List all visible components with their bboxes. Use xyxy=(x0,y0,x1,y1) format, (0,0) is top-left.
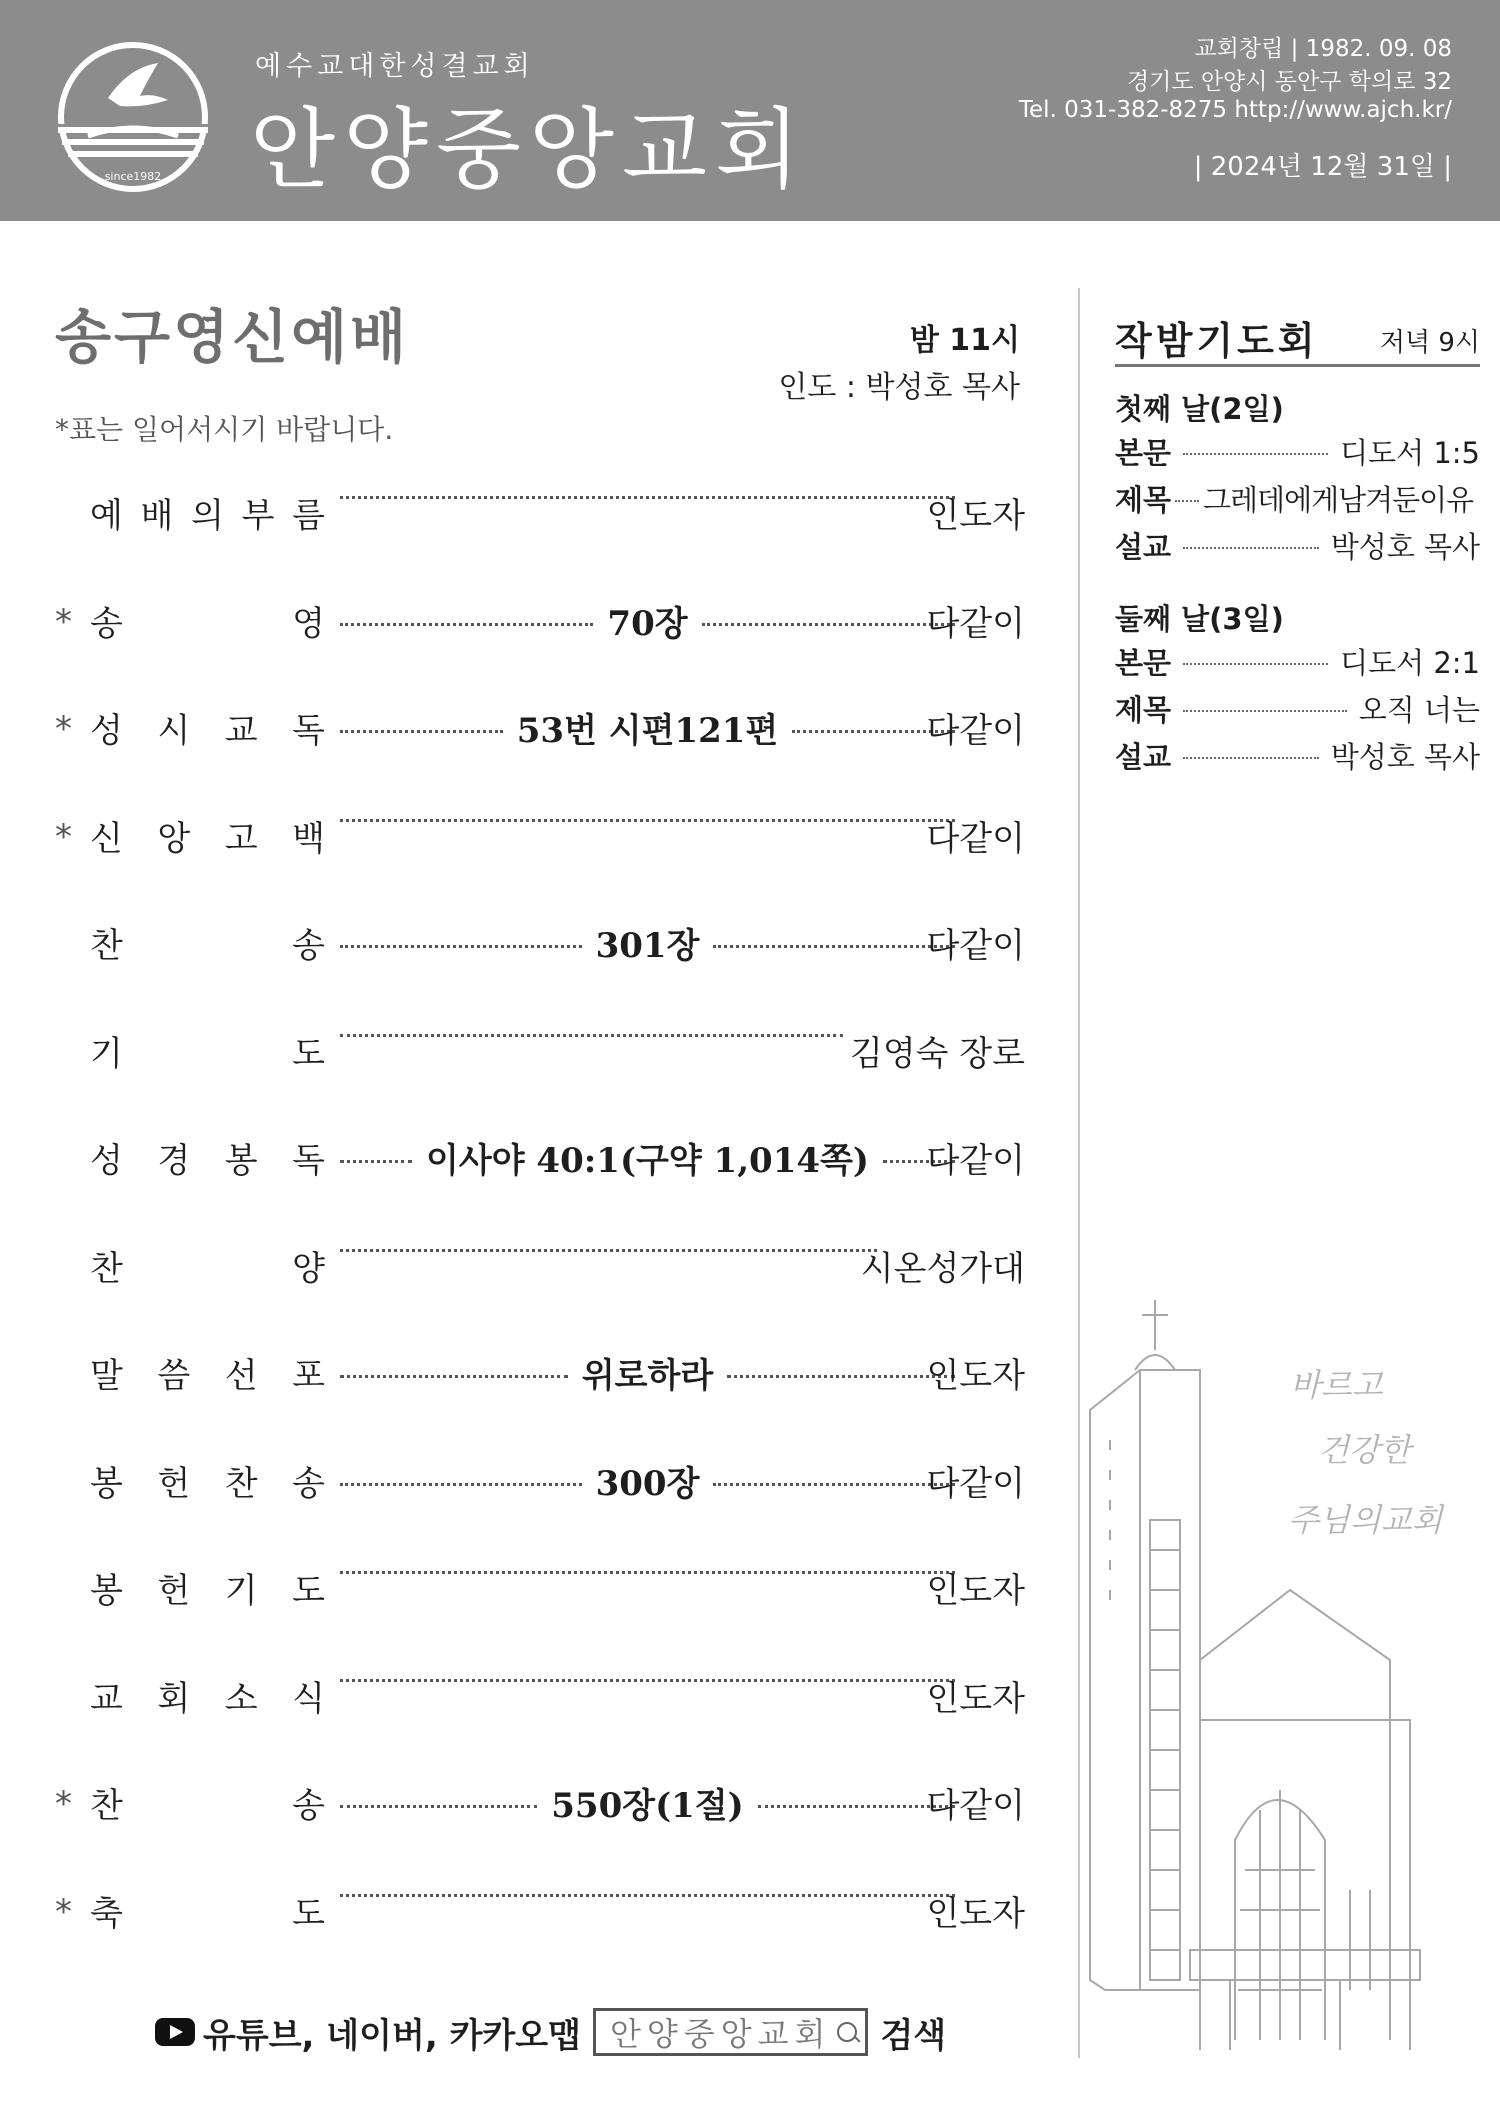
dotted-leader xyxy=(758,1805,955,1808)
dotted-leader xyxy=(340,1679,955,1682)
order-item-name xyxy=(90,1241,325,1290)
order-item-char: 고 xyxy=(224,818,258,859)
prayer-meeting-title: 작밤기도회 xyxy=(1115,319,1319,363)
dotted-leader xyxy=(713,945,955,948)
dotted-leader xyxy=(340,1805,537,1808)
dotted-leader xyxy=(340,496,955,499)
prayer-row-value: 그레데에게남겨둔이유 xyxy=(1203,482,1474,517)
order-item-char: 교 xyxy=(224,711,258,751)
dotted-leader xyxy=(1183,663,1328,665)
church-contact[interactable]: Tel. 031-382-8275 http://www.ajch.kr/ xyxy=(1018,97,1452,123)
order-item-detail: 위로하라 xyxy=(581,1356,714,1396)
order-item-char: 송 xyxy=(292,926,325,966)
order-item-name xyxy=(90,918,325,967)
order-item-char: 송 xyxy=(292,1463,325,1504)
church-name: 안양중앙교회 xyxy=(250,98,809,201)
order-item-char: 송 xyxy=(292,1786,325,1826)
order-item-char: 찬 xyxy=(224,1463,258,1504)
dotted-leader xyxy=(340,1375,568,1378)
dotted-leader xyxy=(1175,500,1199,502)
order-row xyxy=(55,1563,1025,1623)
order-item-char: 독 xyxy=(292,711,325,751)
bulletin-date: | 2024년 12월 31일 | xyxy=(1193,152,1452,182)
church-building-illustration xyxy=(1080,1290,1500,2070)
order-row xyxy=(55,1886,1025,1946)
order-item-participant: 다같이 xyxy=(926,1786,1025,1826)
order-item-char: 도 xyxy=(292,1571,325,1611)
dotted-leader xyxy=(340,1160,412,1163)
prayer-row-key: 제목 xyxy=(1115,482,1172,517)
order-leader-line xyxy=(340,596,955,645)
order-item-name xyxy=(90,811,325,860)
youtube-icon xyxy=(155,2018,195,2046)
order-item-char: 봉 xyxy=(90,1463,123,1504)
dotted-leader xyxy=(1183,710,1347,712)
order-item-detail: 이사야 40:1(구약 1,014쪽) xyxy=(426,1141,869,1181)
order-leader-line xyxy=(340,1886,955,1897)
dotted-leader xyxy=(702,623,955,626)
standing-note: *표는 일어서시기 바랍니다. xyxy=(55,413,394,446)
church-address: 경기도 안양시 동안구 학의로 32 xyxy=(1126,69,1452,95)
order-item-char: 소 xyxy=(224,1678,258,1719)
order-row xyxy=(55,1456,1025,1516)
prayer-row-key: 본문 xyxy=(1115,645,1172,680)
order-item-participant: 다같이 xyxy=(926,711,1025,751)
order-item-char: 식 xyxy=(292,1678,325,1719)
standing-mark: * xyxy=(55,1784,72,1824)
order-leader-line xyxy=(340,1026,843,1037)
prayer-day-heading: 둘째 날(3일) xyxy=(1115,602,1284,636)
order-item-name xyxy=(90,1563,325,1612)
dotted-leader xyxy=(727,1375,955,1378)
order-item-participant: 다같이 xyxy=(926,818,1025,859)
prayer-day-row xyxy=(1115,641,1480,681)
church-logo-icon xyxy=(48,38,218,196)
order-item-char: 송 xyxy=(90,603,123,644)
logo-since: since1982 xyxy=(104,170,162,183)
standing-mark: * xyxy=(55,709,72,749)
service-leader: 인도 : 박성호 목사 xyxy=(778,370,1020,405)
order-item-char: 앙 xyxy=(157,818,191,859)
prayer-row-key: 본문 xyxy=(1115,435,1172,470)
order-item-char: 신 xyxy=(90,818,123,859)
order-leader-line xyxy=(340,1456,955,1505)
order-row xyxy=(55,1348,1025,1408)
order-item-char: 도 xyxy=(292,1893,325,1934)
dotted-leader xyxy=(340,1249,877,1252)
order-item-char: 름 xyxy=(292,496,325,536)
order-item-char: 헌 xyxy=(157,1463,191,1504)
order-item-char: 백 xyxy=(292,818,325,859)
order-leader-line xyxy=(340,703,955,752)
order-item-char: 찬 xyxy=(90,926,123,966)
order-item-char: 헌 xyxy=(157,1571,191,1611)
denomination: 예수교대한성결교회 xyxy=(255,51,535,82)
header-banner xyxy=(0,0,1500,221)
standing-mark: * xyxy=(55,601,72,642)
order-item-name xyxy=(90,1456,325,1505)
prayer-row-key: 설교 xyxy=(1115,529,1172,564)
order-item-char: 도 xyxy=(292,1033,325,1074)
dotted-leader xyxy=(340,1483,582,1486)
prayer-row-key: 제목 xyxy=(1115,692,1172,727)
dotted-leader xyxy=(1183,757,1319,759)
order-item-name xyxy=(90,1671,325,1720)
standing-mark: * xyxy=(55,1891,72,1932)
order-item-name xyxy=(90,1778,325,1827)
order-item-char: 회 xyxy=(157,1678,191,1719)
order-item-char: 봉 xyxy=(90,1571,123,1611)
order-row xyxy=(55,811,1025,871)
order-leader-line xyxy=(340,918,955,967)
order-leader-line xyxy=(340,1348,955,1397)
order-item-participant: 김영숙 장로 xyxy=(849,1033,1025,1074)
order-item-participant: 인도자 xyxy=(926,496,1025,536)
order-item-char: 시 xyxy=(157,711,191,751)
order-item-detail: 301장 xyxy=(595,926,700,966)
dotted-leader xyxy=(340,1034,843,1037)
order-item-char: 성 xyxy=(90,1141,123,1181)
motto-line-1: 바르고 xyxy=(1290,1366,1383,1404)
order-item-char: 봉 xyxy=(224,1141,258,1181)
dotted-leader xyxy=(340,819,955,822)
order-row xyxy=(55,1241,1025,1301)
order-item-char: 씀 xyxy=(157,1356,191,1396)
prayer-day-row xyxy=(1115,688,1480,728)
order-item-char: 기 xyxy=(224,1571,258,1611)
platform-list: 유튜브, 네이버, 카카오맵 xyxy=(203,2015,581,2056)
order-item-participant: 인도자 xyxy=(926,1893,1025,1934)
order-item-participant: 다같이 xyxy=(926,926,1025,966)
order-item-char: 찬 xyxy=(90,1248,123,1289)
order-item-char: 포 xyxy=(292,1356,325,1396)
order-item-char: 독 xyxy=(292,1141,325,1181)
order-item-participant: 인도자 xyxy=(926,1356,1025,1396)
order-item-char: 말 xyxy=(90,1356,123,1396)
standing-mark: * xyxy=(55,816,72,857)
order-item-name xyxy=(90,703,325,752)
prayer-day-row xyxy=(1115,478,1480,518)
prayer-meeting-time: 저녁 9시 xyxy=(1379,328,1480,358)
order-row xyxy=(55,918,1025,978)
order-item-name xyxy=(90,1133,325,1182)
motto-line-2: 건강한 xyxy=(1318,1431,1411,1469)
dotted-leader xyxy=(1183,453,1328,455)
order-item-name xyxy=(90,1026,325,1075)
order-row xyxy=(55,1778,1025,1838)
order-leader-line xyxy=(340,1563,955,1574)
order-item-participant: 다같이 xyxy=(926,603,1025,644)
dotted-leader xyxy=(340,1571,955,1574)
order-leader-line xyxy=(340,488,955,499)
order-item-char: 축 xyxy=(90,1893,123,1934)
order-item-detail: 550장(1절) xyxy=(551,1786,744,1826)
search-label: 검색 xyxy=(880,2015,947,2056)
order-row xyxy=(55,596,1025,656)
dotted-leader xyxy=(340,730,503,733)
prayer-row-value: 디도서 1:5 xyxy=(1340,435,1480,470)
service-time: 밤 11시 xyxy=(909,323,1020,358)
search-icon xyxy=(837,2022,857,2042)
order-item-char: 교 xyxy=(90,1678,123,1719)
order-item-char: 영 xyxy=(292,603,325,644)
dotted-leader xyxy=(340,945,582,948)
prayer-row-value: 박성호 목사 xyxy=(1330,529,1480,564)
dotted-leader xyxy=(340,1894,955,1897)
order-item-name xyxy=(90,1348,325,1397)
order-item-char: 배 xyxy=(140,496,174,536)
prayer-day-row xyxy=(1115,525,1480,565)
order-item-char: 성 xyxy=(90,711,123,751)
footer-search-guide xyxy=(155,2008,946,2056)
order-item-name xyxy=(90,1886,325,1935)
order-item-detail: 53번 시편121편 xyxy=(516,711,779,751)
dotted-leader xyxy=(1183,547,1319,549)
order-item-char: 찬 xyxy=(90,1786,123,1826)
order-item-char: 부 xyxy=(241,496,275,536)
order-item-char: 선 xyxy=(224,1356,258,1396)
order-row xyxy=(55,703,1025,763)
order-item-participant: 다같이 xyxy=(926,1463,1025,1504)
order-item-name xyxy=(90,488,325,537)
order-item-char: 예 xyxy=(90,496,123,536)
dotted-leader xyxy=(713,1483,955,1486)
service-title: 송구영신예배 xyxy=(55,303,410,371)
prayer-day-row xyxy=(1115,431,1480,471)
order-item-participant: 시온성가대 xyxy=(860,1248,1025,1289)
search-box[interactable] xyxy=(593,2008,868,2056)
order-item-participant: 다같이 xyxy=(926,1141,1025,1181)
prayer-row-value: 박성호 목사 xyxy=(1330,739,1480,774)
order-leader-line xyxy=(340,1671,955,1682)
prayer-day-heading: 첫째 날(2일) xyxy=(1115,392,1284,426)
dotted-leader xyxy=(340,623,593,626)
prayer-title-rule xyxy=(1115,364,1480,367)
prayer-row-key: 설교 xyxy=(1115,739,1172,774)
order-item-char: 경 xyxy=(157,1141,191,1181)
order-row xyxy=(55,1671,1025,1731)
order-leader-line xyxy=(340,1241,877,1252)
order-leader-line xyxy=(340,1778,955,1827)
order-item-detail: 300장 xyxy=(595,1463,700,1504)
prayer-row-value: 디도서 2:1 xyxy=(1340,645,1480,680)
order-item-detail: 70장 xyxy=(607,603,688,644)
order-row xyxy=(55,1026,1025,1086)
founded-date: 교회창립 | 1982. 09. 08 xyxy=(1194,36,1452,62)
order-item-char: 양 xyxy=(292,1248,325,1289)
order-item-char: 의 xyxy=(191,496,224,536)
order-item-char: 기 xyxy=(90,1033,123,1074)
order-item-participant: 인도자 xyxy=(926,1678,1025,1719)
prayer-row-value: 오직 너는 xyxy=(1358,692,1480,727)
search-box-text: 안양중앙교회 xyxy=(609,2015,832,2053)
order-item-name xyxy=(90,596,325,645)
order-leader-line xyxy=(340,1133,955,1182)
order-leader-line xyxy=(340,811,955,822)
order-item-participant: 인도자 xyxy=(926,1571,1025,1611)
motto-line-3: 주님의교회 xyxy=(1288,1501,1443,1539)
order-row xyxy=(55,488,1025,548)
prayer-day-row xyxy=(1115,735,1480,775)
order-row xyxy=(55,1133,1025,1193)
